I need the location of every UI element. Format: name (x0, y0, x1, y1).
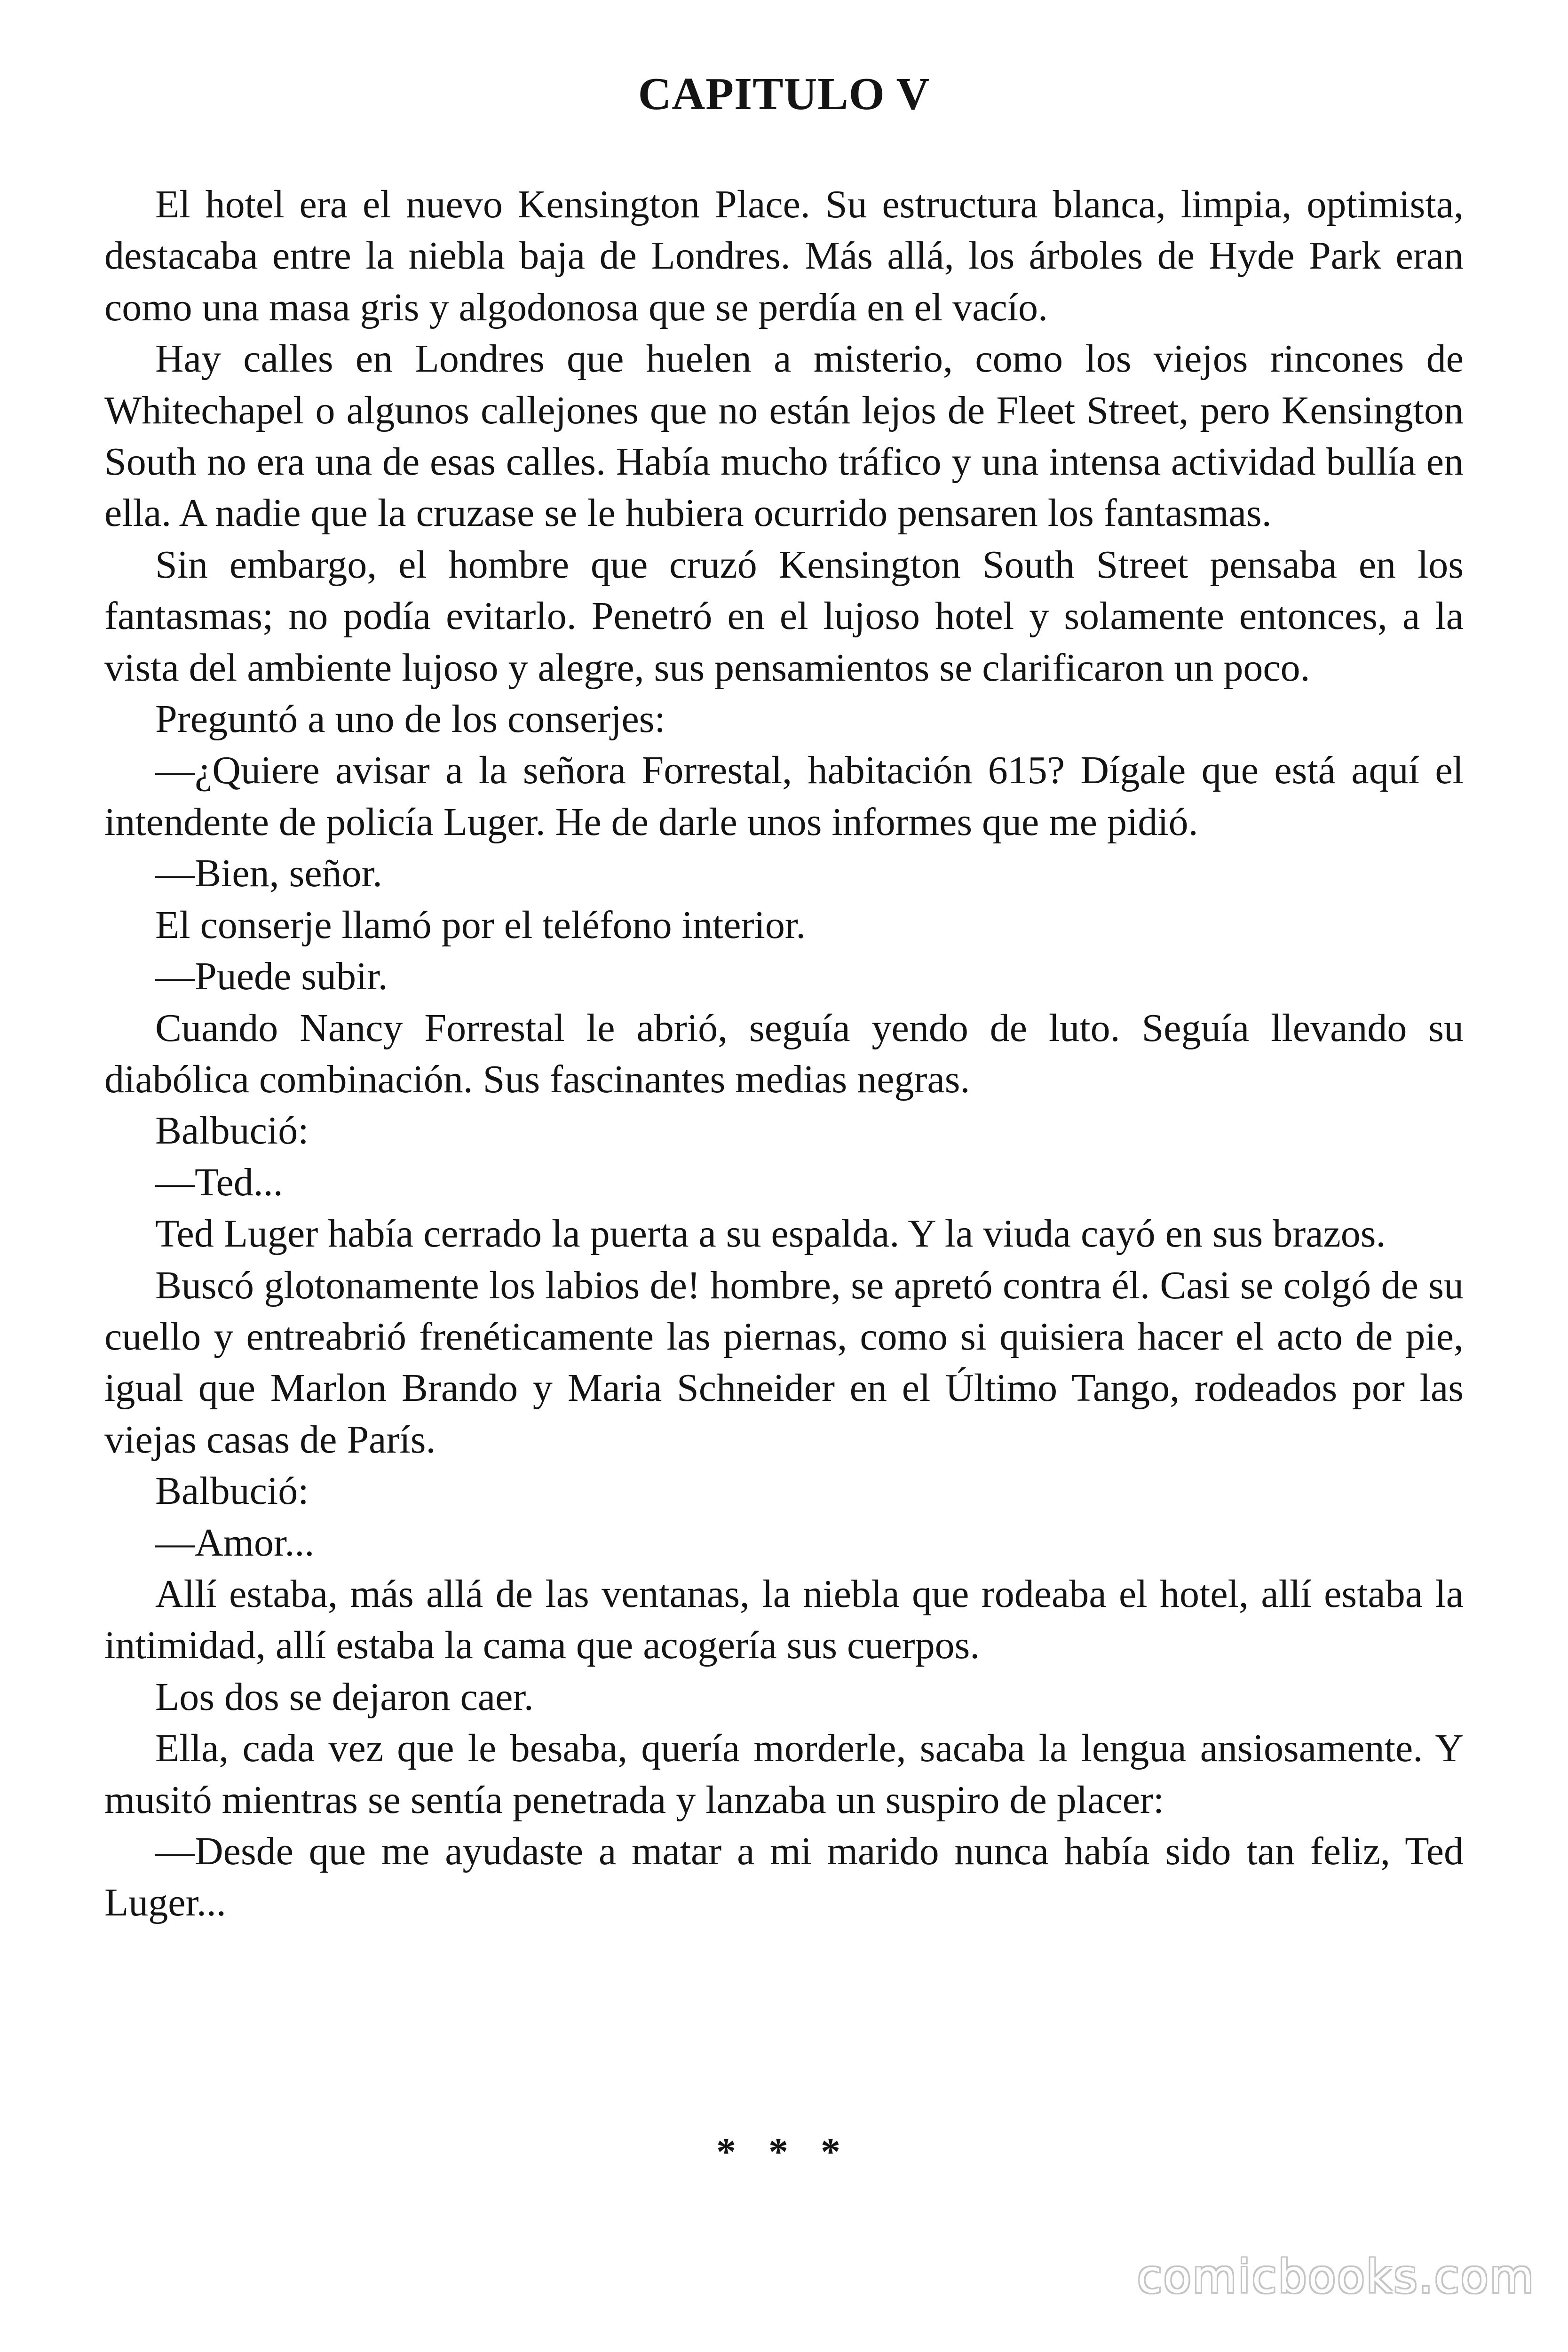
paragraph: Cuando Nancy Forrestal le abrió, seguía yendo de luto. Seguía llevando su diabólica combinación. Sus fascinantes medias negras. (104, 1006, 1464, 1101)
paragraph: Hay calles en Londres que huelen a misterio, como los viejos rincones de Whitechapel o algunos callejones que no están lejos de Fleet Street, pero Kensington South no era una de esas calles. Había mucho tráfico y una intensa actividad bullía en ella. A nadie que la cruzase se le hubiera ocurrido pensaren los fantasmas. (104, 337, 1464, 535)
watermark: comicbooks.com (1137, 2250, 1535, 2303)
paragraph: Ella, cada vez que le besaba, quería morderle, sacaba la lengua ansiosamente. Y musitó mientras se sentía penetrada y lanzaba un suspiro de placer: (104, 1726, 1464, 1822)
dialogue-line: —¿Quiere avisar a la señora Forrestal, habitación 615? Dígale que está aquí el intendente de policía Luger. He de darle unos informes que me pidió. (104, 748, 1464, 844)
paragraph: El conserje llamó por el teléfono interior. (155, 903, 806, 947)
paragraph: Buscó glotonamente los labios de! hombre, se apretó contra él. Casi se colgó de su cuello y entreabrió frenéticamente las piernas, como si quisiera hacer el acto de pie, igual que Marlon Brando y Maria Schneider en el Último Tango, rodeados por las viejas casas de París. (104, 1263, 1464, 1462)
chapter-body (104, 179, 1464, 1929)
dialogue-line: —Puede subir. (155, 954, 388, 999)
dialogue-line: —Desde que me ayudaste a matar a mi marido nunca había sido tan feliz, Ted Luger... (104, 1829, 1464, 1925)
chapter-title: CAPITULO V (638, 69, 930, 119)
dialogue-line: —Bien, señor. (155, 851, 382, 896)
paragraph: Balbució: (155, 1469, 309, 1513)
paragraph: Ted Luger había cerrado la puerta a su espalda. Y la viuda cayó en sus brazos. (155, 1212, 1386, 1256)
section-separator: * * * (716, 2130, 852, 2174)
dialogue-line: —Amor... (155, 1520, 315, 1565)
paragraph: Sin embargo, el hombre que cruzó Kensington South Street pensaba en los fantasmas; no podía evitarlo. Penetró en el lujoso hotel y solamente entonces, a la vista del ambiente lujoso y alegre, sus pensamientos se clarificaron un poco. (104, 542, 1464, 690)
paragraph: Balbució: (155, 1109, 309, 1153)
dialogue-line: —Ted... (155, 1160, 283, 1204)
paragraph: El hotel era el nuevo Kensington Place. Su estructura blanca, limpia, optimista, destacaba entre la niebla baja de Londres. Más allá, los árboles de Hyde Park eran como una masa gris y algodonosa que se perdía en el vacío. (104, 183, 1464, 329)
paragraph: Allí estaba, más allá de las ventanas, la niebla que rodeaba el hotel, allí estaba la intimidad, allí estaba la cama que acogería sus cuerpos. (104, 1572, 1464, 1668)
paragraph: Preguntó a uno de los conserjes: (155, 697, 665, 741)
paragraph: Los dos se dejaron caer. (155, 1675, 534, 1719)
